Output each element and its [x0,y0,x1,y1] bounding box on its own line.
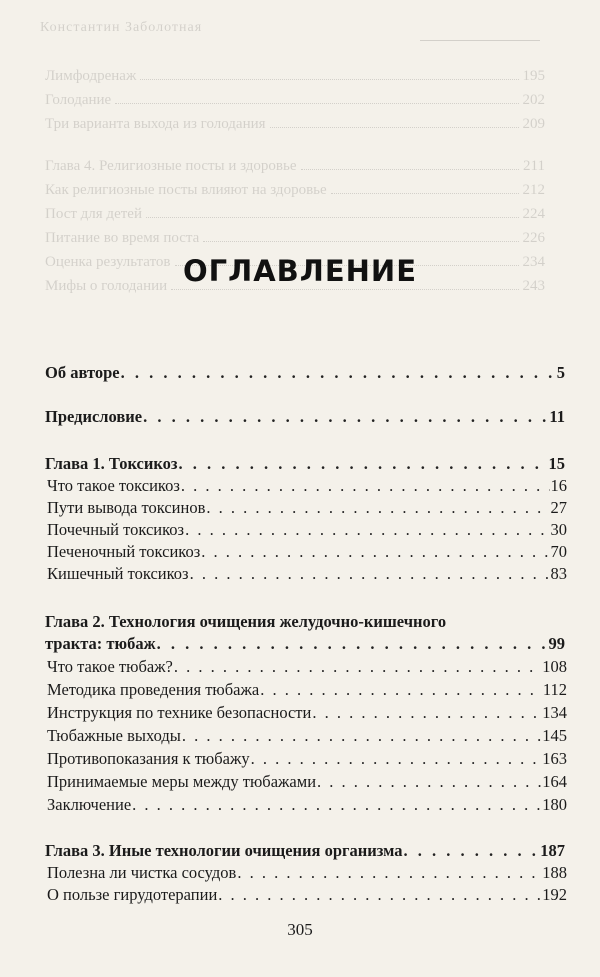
toc-entry-section[interactable] [45,702,567,724]
dot-leader [201,541,549,563]
dot-leader [185,519,549,541]
toc-entry-section[interactable] [45,563,567,585]
toc-entry-label: Глава 3. Иные технологии очищения организма [45,841,403,860]
toc-entry-section[interactable] [45,862,567,884]
bleed-through-header: Константин Заболотная [40,20,203,35]
bleed-through-line: Глава 4. Религиозные посты и здоровье 211 [45,158,545,174]
toc-entry-section[interactable] [45,656,567,678]
dot-leader [260,679,542,701]
dot-leader [181,475,550,497]
toc-entry-section[interactable] [45,519,567,541]
toc-entry-section[interactable] [45,541,567,563]
toc-entry-label: Печеночный токсикоз [47,542,201,561]
toc-entry-label: Пути вывода токсинов [47,498,206,517]
toc-entry-page: 187 [540,841,565,860]
dot-leader [237,862,541,884]
toc-entry-page: 15 [548,454,565,473]
toc-entry-section[interactable] [45,884,567,906]
toc-entry-page: 164 [542,772,567,791]
page-number: 305 [287,920,313,939]
toc-entry-label: Почечный токсикоз [47,520,185,539]
toc-entry-chapter-2[interactable] [45,633,565,655]
bleed-through-line: Оценка результатов 234 [45,254,545,270]
toc-entry-page: 145 [542,726,567,745]
toc-entry-section[interactable] [45,497,567,519]
toc-entry-label: Глава 1. Токсикоз [45,454,178,473]
toc-entry-label: Инструкция по технике безопасности [47,703,312,722]
toc-entry-about-author[interactable] [45,362,565,384]
toc-entry-label: Тюбажные выходы [47,726,181,745]
toc-entry-section[interactable] [45,748,567,770]
toc-entry-chapter-3[interactable] [45,840,565,862]
toc-entry-page: 30 [550,520,567,539]
dot-leader [404,840,540,862]
dot-leader [174,656,541,678]
dot-leader [317,771,541,793]
bleed-through-rule [420,40,540,41]
toc-entry-preface[interactable] [45,406,565,428]
bleed-through-line: Голодание 202 [45,92,545,108]
toc-entry-chapter-2-line1[interactable] [45,611,565,633]
dot-leader [312,702,541,724]
toc-entry-label: Об авторе [45,363,120,382]
bleed-through-line: Мифы о голодании 243 [45,278,545,294]
toc-entry-page: 16 [550,476,567,495]
toc-entry-page: 192 [542,885,567,904]
toc-entry-page: 83 [550,564,567,583]
toc-entry-chapter-1[interactable] [45,453,565,475]
toc-entry-label: тракта: тюбаж [45,634,156,653]
toc-entry-section[interactable] [45,725,567,747]
bleed-through-line: Как религиозные посты влияют на здоровье 212 [45,182,545,198]
toc-entry-label: Принимаемые меры между тюбажами [47,772,317,791]
toc-entry-page: 11 [549,407,565,426]
toc-entry-section[interactable] [45,794,567,816]
toc-entry-label: Что такое тюбаж? [47,657,173,676]
toc-entry-label: Противопоказания к тюбажу [47,749,250,768]
dot-leader [179,453,548,475]
toc-entry-page: 70 [550,542,567,561]
toc-entry-section[interactable] [45,679,567,701]
dot-leader [132,794,541,816]
toc-entry-label: Глава 2. Технология очищения желудочно-кишечного [45,612,447,631]
dot-leader [182,725,541,747]
bleed-through-line: Питание во время поста 226 [45,230,545,246]
toc-entry-page: 5 [556,363,565,382]
toc-entry-page: 99 [548,634,565,653]
bleed-through-line: Три варианта выхода из голодания 209 [45,116,545,132]
page-title: ОГЛАВЛЕНИЕ [182,254,417,288]
toc-entry-page: 163 [542,749,567,768]
toc-entry-page: 180 [542,795,567,814]
dot-leader [206,497,549,519]
toc-entry-label: О пользе гирудотерапии [47,885,218,904]
dot-leader [251,748,542,770]
toc-entry-page: 27 [550,498,567,517]
bleed-through-line: Пост для детей 224 [45,206,545,222]
dot-leader [143,406,548,428]
toc-entry-section[interactable] [45,475,567,497]
toc-entry-label: Заключение [47,795,132,814]
bleed-through-line: Лимфодренаж 195 [45,68,545,84]
toc-entry-label: Предисловие [45,407,143,426]
toc-entry-page: 188 [542,863,567,882]
dot-leader [121,362,556,384]
dot-leader [218,884,541,906]
dot-leader [190,563,550,585]
toc-entry-page: 134 [542,703,567,722]
toc-entry-label: Кишечный токсикоз [47,564,189,583]
dot-leader [157,633,548,655]
toc-entry-page: 112 [542,680,567,699]
toc-entry-section[interactable] [45,771,567,793]
toc-entry-label: Что такое токсикоз [47,476,180,495]
toc-entry-label: Методика проведения тюбажа [47,680,260,699]
toc-entry-page: 108 [542,657,567,676]
toc-entry-label: Полезна ли чистка сосудов [47,863,237,882]
